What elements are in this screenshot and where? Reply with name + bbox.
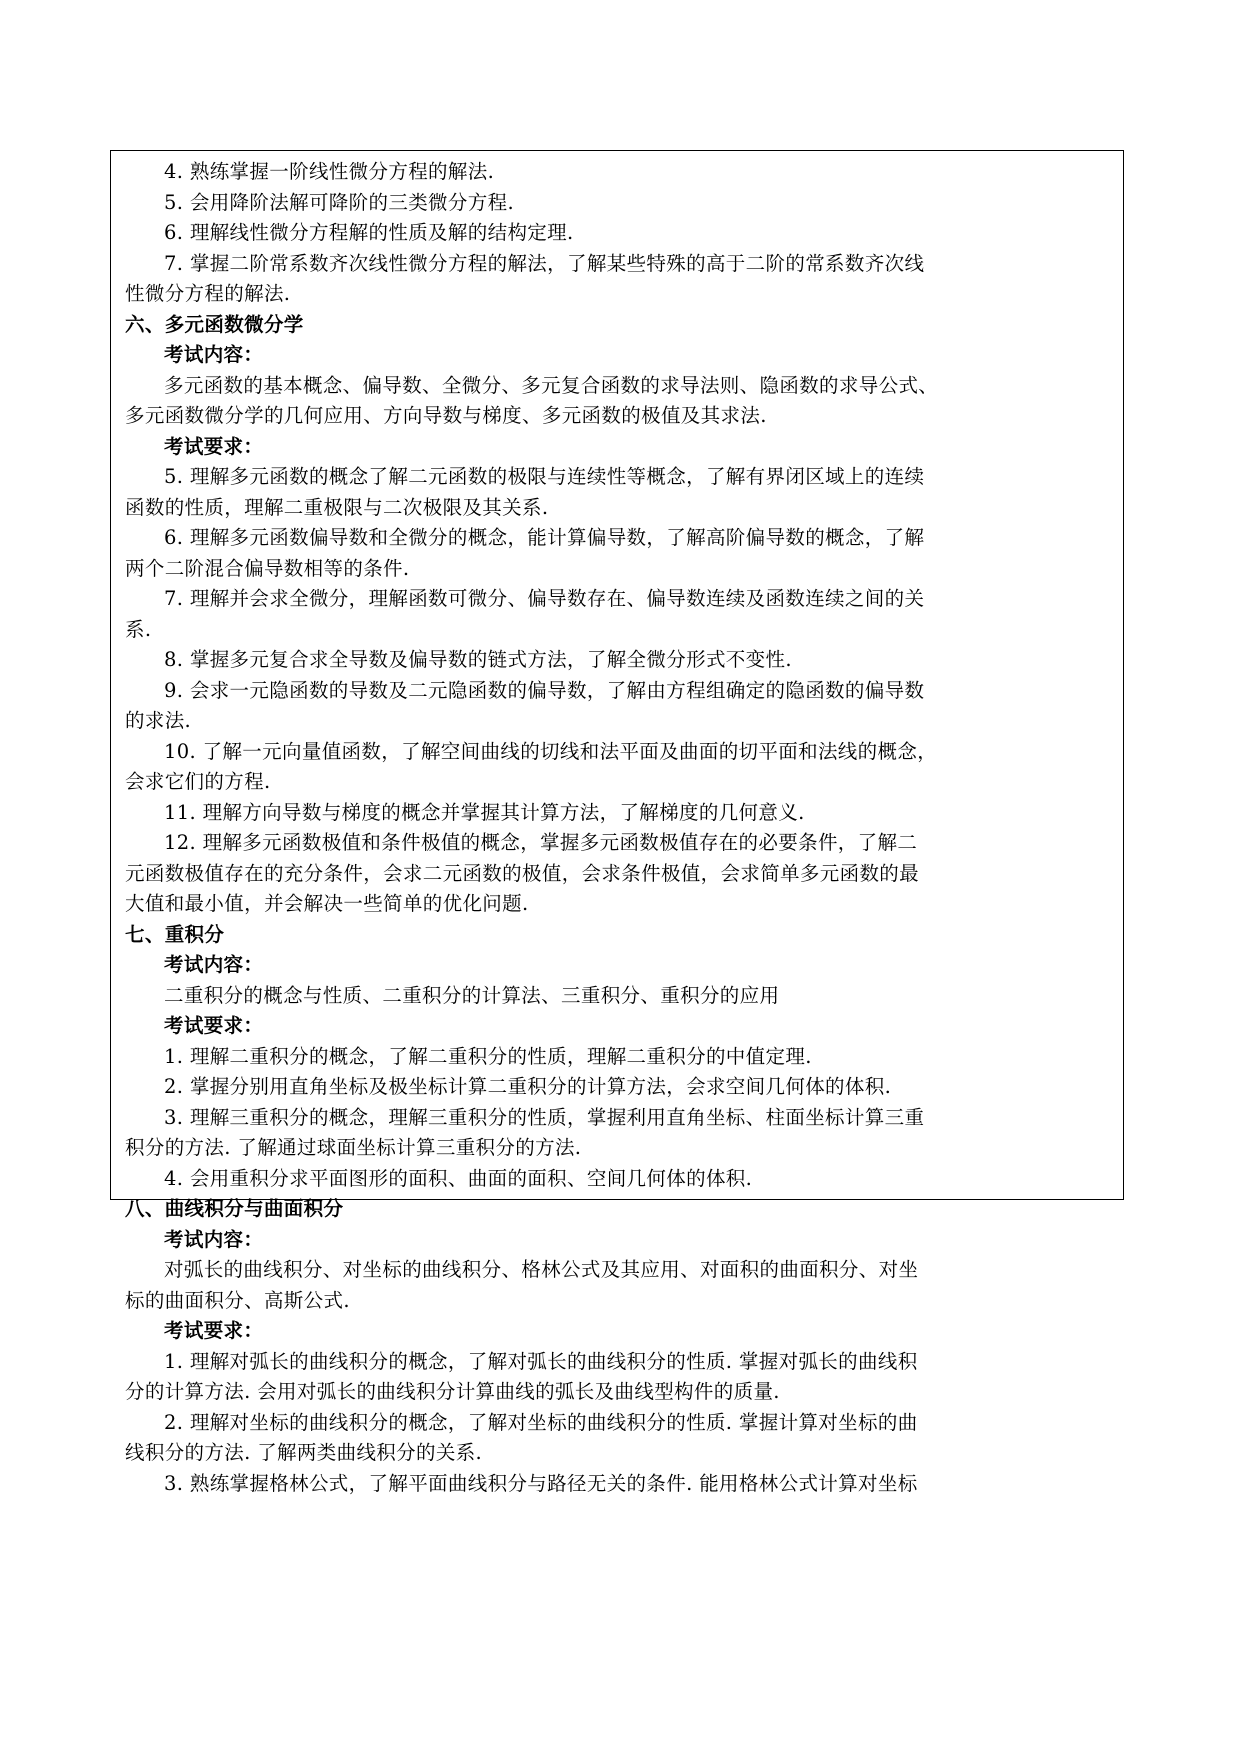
paragraph-line: 7. 理解并会求全微分，理解函数可微分、偏导数存在、偏导数连续及函数连续之间的关 [164,587,925,610]
paragraph-line: 9. 会求一元隐函数的导数及二元隐函数的偏导数，了解由方程组确定的隐函数的偏导数 [164,678,925,702]
paragraph-continuation: 标的曲面积分、高斯公式. [125,1288,350,1312]
subsection-heading: 考试要求： [164,1319,264,1342]
paragraph-continuation: 多元函数微分学的几何应用、方向导数与梯度、多元函数的极值及其求法. [125,404,767,427]
paragraph-line: 2. 掌握分别用直角坐标及极坐标计算二重积分的计算方法，会求空间几何体的体积. [164,1075,892,1098]
paragraph-continuation: 会求它们的方程. [125,770,271,793]
paragraph-line: 12. 理解多元函数极值和条件极值的概念，掌握多元函数极值存在的必要条件，了解二 [164,831,918,854]
paragraph-line: 多元函数的基本概念、偏导数、全微分、多元复合函数的求导法则、隐函数的求导公式、 [164,373,939,397]
section-heading: 六、多元函数微分学 [125,312,304,336]
paragraph-line: 6. 理解线性微分方程解的性质及解的结构定理. [164,221,574,244]
paragraph-line: 5. 会用降阶法解可降阶的三类微分方程. [164,190,515,214]
paragraph-line: 对弧长的曲线积分、对坐标的曲线积分、格林公式及其应用、对面积的曲面积分、对坐 [164,1258,919,1281]
paragraph-line: 5. 理解多元函数的概念了解二元函数的极限与连续性等概念，了解有界闭区域上的连续 [164,465,925,488]
subsection-heading: 考试要求： [164,434,264,458]
paragraph-line: 3. 熟练掌握格林公式，了解平面曲线积分与路径无关的条件. 能用格林公式计算对坐标 [164,1471,918,1495]
paragraph-line: 1. 理解对弧长的曲线积分的概念，了解对弧长的曲线积分的性质. 掌握对弧长的曲线积 [164,1349,918,1373]
subsection-heading: 考试内容： [164,1227,264,1251]
paragraph-continuation: 分的计算方法. 会用对弧长的曲线积分计算曲线的弧长及曲线型构件的质量. [125,1380,780,1403]
paragraph-continuation: 大值和最小值，并会解决一些简单的优化问题. [125,892,529,915]
paragraph-line: 11. 理解方向导数与梯度的概念并掌握其计算方法，了解梯度的几何意义. [164,800,805,824]
content-frame [110,150,1124,1495]
paragraph-line: 7. 掌握二阶常系数齐次线性微分方程的解法，了解某些特殊的高于二阶的常系数齐次线 [164,251,925,275]
section-heading: 七、重积分 [125,922,225,946]
paragraph-line: 二重积分的概念与性质、二重积分的计算法、三重积分、重积分的应用 [164,983,780,1007]
subsection-heading: 考试内容： [164,343,264,366]
paragraph-continuation: 元函数极值存在的充分条件，会求二元函数的极值，会求条件极值，会求简单多元函数的最 [125,861,920,885]
paragraph-line: 8. 掌握多元复合求全导数及偏导数的链式方法，了解全微分形式不变性. [164,648,792,671]
paragraph-line: 4. 熟练掌握一阶线性微分方程的解法. [164,160,495,183]
subsection-heading: 考试内容： [164,953,264,976]
paragraph-continuation: 两个二阶混合偏导数相等的条件. [125,556,410,580]
subsection-heading: 考试要求： [164,1014,264,1037]
paragraph-line: 6. 理解多元函数偏导数和全微分的概念，能计算偏导数，了解高阶偏导数的概念，了解 [164,526,925,549]
paragraph-continuation: 性微分方程的解法. [125,282,291,305]
paragraph-line: 2. 理解对坐标的曲线积分的概念，了解对坐标的曲线积分的性质. 掌握计算对坐标的曲 [164,1410,918,1434]
section-heading: 八、曲线积分与曲面积分 [125,1197,344,1220]
paragraph-line: 10. 了解一元向量值函数，了解空间曲线的切线和法平面及曲面的切平面和法线的概念， [164,739,938,763]
paragraph-continuation: 系. [125,617,152,641]
paragraph-line: 3. 理解三重积分的概念，理解三重积分的性质，掌握利用直角坐标、柱面坐标计算三重 [164,1105,925,1129]
paragraph-line: 1. 理解二重积分的概念，了解二重积分的性质，理解二重积分的中值定理. [164,1044,812,1068]
paragraph-line: 4. 会用重积分求平面图形的面积、曲面的面积、空间几何体的体积. [164,1166,753,1190]
paragraph-continuation: 函数的性质，理解二重极限与二次极限及其关系. [125,495,549,519]
paragraph-continuation: 积分的方法. 了解通过球面坐标计算三重积分的方法. [125,1136,582,1159]
paragraph-continuation: 线积分的方法. 了解两类曲线积分的关系. [125,1441,483,1464]
paragraph-continuation: 的求法. [125,709,192,732]
